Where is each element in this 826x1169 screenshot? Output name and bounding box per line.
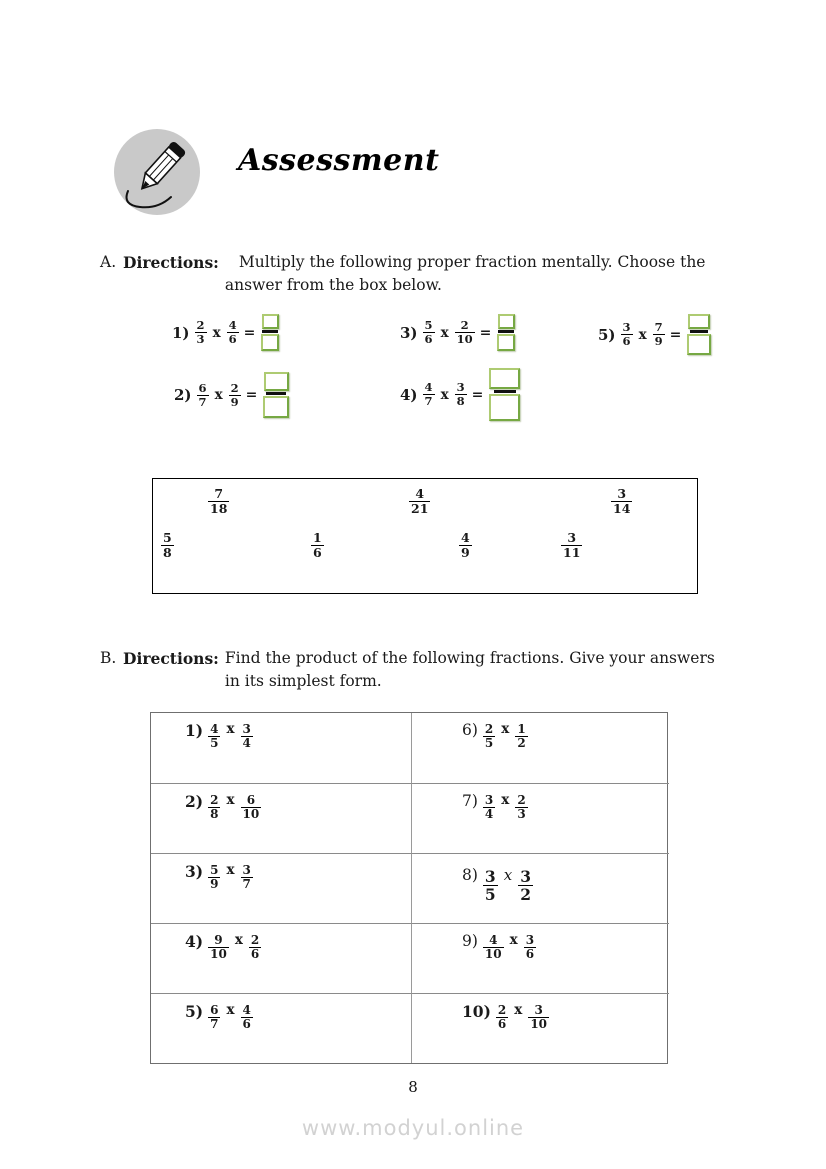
fraction-denominator: 5: [484, 736, 494, 751]
fraction-denominator: 3: [196, 332, 205, 346]
fraction-denominator: 11: [563, 545, 581, 560]
equals-sign: =: [243, 324, 256, 341]
table-cell-b1: [151, 713, 411, 783]
page-number: 8: [408, 1078, 418, 1096]
fraction-numerator: 5: [163, 530, 172, 545]
fraction-numerator: 7: [214, 486, 224, 501]
multiply-sign: x: [226, 721, 235, 737]
multiply-sign: x: [509, 932, 518, 948]
answer-box-numerator[interactable]: [262, 314, 279, 329]
fraction: [518, 868, 533, 904]
fraction: [197, 382, 209, 409]
fraction-denominator: 7: [424, 394, 433, 408]
fraction-denominator: 6: [242, 1017, 251, 1032]
answer-bank: [152, 478, 698, 594]
fraction-denominator: 7: [242, 877, 251, 892]
fraction-numerator: 2: [196, 318, 205, 333]
fraction-numerator: 3: [617, 486, 627, 501]
fraction: [249, 934, 261, 962]
fraction-denominator: 10: [456, 332, 473, 346]
table-cell-b7: [411, 783, 669, 853]
table-cell-b4: [151, 923, 411, 993]
multiply-sign: x: [226, 792, 235, 808]
multiply-sign: x: [234, 932, 243, 948]
answer-box-denominator[interactable]: [263, 396, 289, 418]
directions-line1: Multiply the following proper fraction mentally. Choose the: [238, 253, 706, 271]
fraction-numerator: 3: [484, 793, 494, 807]
fraction-denominator: 8: [163, 545, 172, 560]
fraction-numerator: 7: [654, 320, 663, 335]
problem-a-4: [400, 368, 520, 421]
table-cell-b9: [411, 923, 669, 993]
fraction: [241, 794, 262, 822]
answer-option: [161, 531, 174, 560]
fraction-numerator: 4: [415, 486, 425, 501]
fraction-denominator: 21: [411, 501, 429, 516]
fraction-numerator: 6: [210, 1003, 219, 1017]
problem-a-2: [174, 372, 289, 418]
problem-number: 4): [185, 932, 204, 951]
directions-label: Directions:: [123, 253, 219, 272]
fraction-denominator: 2: [517, 736, 526, 751]
multiply-sign: x: [503, 866, 513, 884]
fraction-denominator: 9: [654, 334, 663, 348]
multiply-sign: x: [214, 387, 223, 403]
problem-number: 6): [462, 721, 478, 739]
table-cell-b3: [151, 853, 411, 923]
problem-number: 9): [462, 932, 478, 950]
fraction-numerator: 6: [198, 380, 207, 395]
fraction: [423, 319, 435, 346]
problem-number: 2): [185, 792, 204, 811]
table-cell-b6: [411, 713, 669, 783]
fraction-denominator: 10: [484, 947, 502, 962]
fraction-denominator: 6: [525, 947, 535, 962]
fraction-numerator: 2: [210, 793, 219, 807]
fraction-numerator: 6: [246, 793, 256, 807]
fraction: [208, 934, 229, 962]
fraction-denominator: 6: [424, 332, 433, 346]
problems-table: [150, 712, 668, 1064]
equals-sign: =: [471, 386, 484, 403]
problem-number: 3): [400, 323, 418, 342]
fraction-numerator: 5: [424, 318, 433, 333]
problem-number: 3): [185, 862, 204, 881]
fraction-numerator: 3: [622, 320, 631, 335]
answer-box-numerator[interactable]: [264, 372, 289, 391]
fraction-numerator: 9: [214, 933, 223, 947]
fraction-numerator: 1: [313, 530, 322, 545]
answer-box-numerator[interactable]: [688, 314, 710, 329]
fraction-denominator: 5: [484, 885, 496, 905]
fraction-numerator: 4: [489, 933, 498, 947]
fraction-denominator: 8: [456, 394, 465, 408]
multiply-sign: x: [212, 324, 221, 341]
answer-option: [459, 531, 472, 560]
answer-box-denominator[interactable]: [489, 394, 520, 421]
multiply-sign: x: [440, 324, 449, 341]
fraction-denominator: 6: [313, 545, 322, 560]
fraction: [483, 868, 498, 904]
fraction-denominator: 6: [497, 1017, 507, 1032]
fraction-numerator: 2: [517, 793, 526, 807]
fraction: [483, 723, 495, 751]
fraction-numerator: 3: [456, 380, 465, 395]
fraction: [483, 934, 504, 962]
directions-label: Directions:: [123, 649, 219, 668]
fraction-numerator: 3: [242, 863, 251, 877]
fraction-numerator: 2: [497, 1003, 507, 1017]
fraction-numerator: 2: [484, 722, 494, 736]
fraction: [515, 794, 527, 822]
fraction-denominator: 3: [517, 807, 526, 822]
fraction-denominator: 6: [250, 947, 260, 962]
multiply-sign: x: [501, 721, 510, 737]
multiply-sign: x: [501, 792, 510, 808]
fraction-numerator: 5: [210, 863, 219, 877]
fraction-denominator: 4: [242, 736, 251, 751]
answer-slot: [489, 368, 520, 421]
answer-box-denominator[interactable]: [261, 334, 279, 351]
multiply-sign: x: [226, 862, 235, 878]
multiply-sign: x: [440, 386, 449, 403]
problem-number: 1): [172, 323, 190, 342]
fraction: [241, 1004, 253, 1032]
answer-slot: [263, 372, 289, 418]
pencil-icon: [112, 127, 202, 217]
fraction-denominator: 10: [530, 1017, 548, 1032]
fraction: [653, 321, 665, 348]
problem-a-5: [598, 314, 711, 355]
section-a-directions: [100, 251, 705, 297]
fraction-denominator: 9: [210, 877, 219, 892]
directions-text: [225, 647, 715, 693]
fraction-denominator: 2: [520, 885, 531, 905]
fraction-denominator: 4: [484, 807, 494, 822]
fraction: [227, 319, 239, 346]
fraction-bar: [262, 330, 278, 333]
fraction-denominator: 10: [242, 807, 260, 822]
problem-a-3: [400, 314, 515, 351]
fraction: [241, 864, 253, 892]
fraction: [241, 723, 253, 751]
problem-number: 4): [400, 385, 418, 404]
answer-option: [311, 531, 324, 560]
fraction-numerator: 4: [228, 318, 237, 333]
fraction-numerator: 3: [567, 530, 577, 545]
answer-slot: [687, 314, 711, 355]
fraction-denominator: 9: [461, 545, 470, 560]
fraction-numerator: 3: [484, 867, 496, 886]
fraction: [483, 794, 495, 822]
fraction-bar: [690, 330, 708, 333]
fraction-numerator: 2: [230, 380, 239, 395]
problem-number: 5): [185, 1002, 204, 1021]
fraction-numerator: 3: [525, 933, 535, 947]
answer-box-numerator[interactable]: [489, 368, 520, 389]
fraction-denominator: 6: [228, 332, 237, 346]
fraction: [208, 794, 220, 822]
fraction-denominator: 9: [230, 394, 239, 409]
fraction: [524, 934, 536, 962]
answer-slot: [497, 314, 515, 351]
fraction-denominator: 6: [622, 334, 631, 348]
page-title: Assessment: [238, 143, 440, 178]
fraction: [496, 1004, 508, 1032]
equals-sign: =: [669, 326, 682, 343]
fraction-denominator: 14: [613, 501, 631, 516]
fraction-bar: [498, 330, 514, 333]
fraction: [515, 723, 527, 751]
fraction: [423, 381, 435, 408]
fraction-numerator: 2: [250, 933, 260, 947]
fraction-denominator: 7: [198, 394, 207, 409]
table-cell-b8: [411, 853, 669, 923]
fraction: [229, 382, 241, 409]
fraction: [455, 319, 475, 346]
equals-sign: =: [245, 387, 258, 403]
table-cell-b10: [411, 993, 669, 1063]
problem-number: 7): [462, 792, 478, 810]
fraction: [195, 319, 207, 346]
problem-number: 5): [598, 325, 616, 344]
directions-line2: in its simplest form.: [224, 672, 382, 690]
fraction-numerator: 3: [534, 1003, 543, 1017]
fraction-denominator: 8: [210, 807, 219, 822]
directions-text: [225, 251, 706, 297]
table-cell-b5: [151, 993, 411, 1063]
fraction-denominator: 7: [210, 1017, 219, 1032]
answer-box-denominator[interactable]: [497, 334, 515, 351]
multiply-sign: x: [226, 1002, 235, 1018]
directions-line1: Find the product of the following fractions. Give your answers: [224, 649, 715, 667]
fraction: [528, 1004, 549, 1032]
section-b-label: B.: [100, 649, 117, 667]
directions-line2: answer from the box below.: [224, 276, 442, 294]
table-cell-b2: [151, 783, 411, 853]
fraction-bar: [266, 392, 286, 395]
problem-number: 1): [185, 721, 204, 740]
fraction-numerator: 4: [424, 380, 433, 395]
fraction-numerator: 4: [461, 530, 470, 545]
multiply-sign: x: [514, 1002, 523, 1018]
fraction-numerator: 1: [517, 722, 526, 736]
fraction-numerator: 2: [460, 318, 469, 333]
answer-option: [611, 487, 632, 516]
fraction-numerator: 3: [242, 722, 251, 736]
problem-number: 10): [462, 1002, 491, 1021]
problem-number: 8): [462, 866, 478, 884]
problem-number: 2): [174, 386, 192, 404]
answer-option: [409, 487, 430, 516]
answer-box-numerator[interactable]: [498, 314, 515, 329]
watermark: www.modyul.online: [301, 1116, 525, 1140]
section-b-directions: [100, 647, 715, 693]
fraction: [455, 381, 467, 408]
section-a-label: A.: [100, 253, 117, 271]
fraction-denominator: 5: [210, 736, 219, 751]
fraction: [208, 1004, 220, 1032]
problem-a-1: [172, 314, 279, 351]
fraction-bar: [494, 390, 516, 393]
fraction-numerator: 4: [242, 1003, 251, 1017]
equals-sign: =: [479, 324, 492, 341]
answer-box-denominator[interactable]: [687, 334, 711, 355]
fraction-denominator: 10: [210, 947, 227, 962]
answer-option: [208, 487, 229, 516]
fraction-numerator: 3: [520, 867, 531, 886]
multiply-sign: x: [638, 326, 647, 343]
fraction: [208, 864, 220, 892]
fraction-denominator: 18: [210, 501, 228, 516]
answer-slot: [261, 314, 279, 351]
fraction: [208, 723, 220, 751]
answer-option: [561, 531, 582, 560]
fraction: [621, 321, 633, 348]
fraction-numerator: 4: [210, 722, 219, 736]
